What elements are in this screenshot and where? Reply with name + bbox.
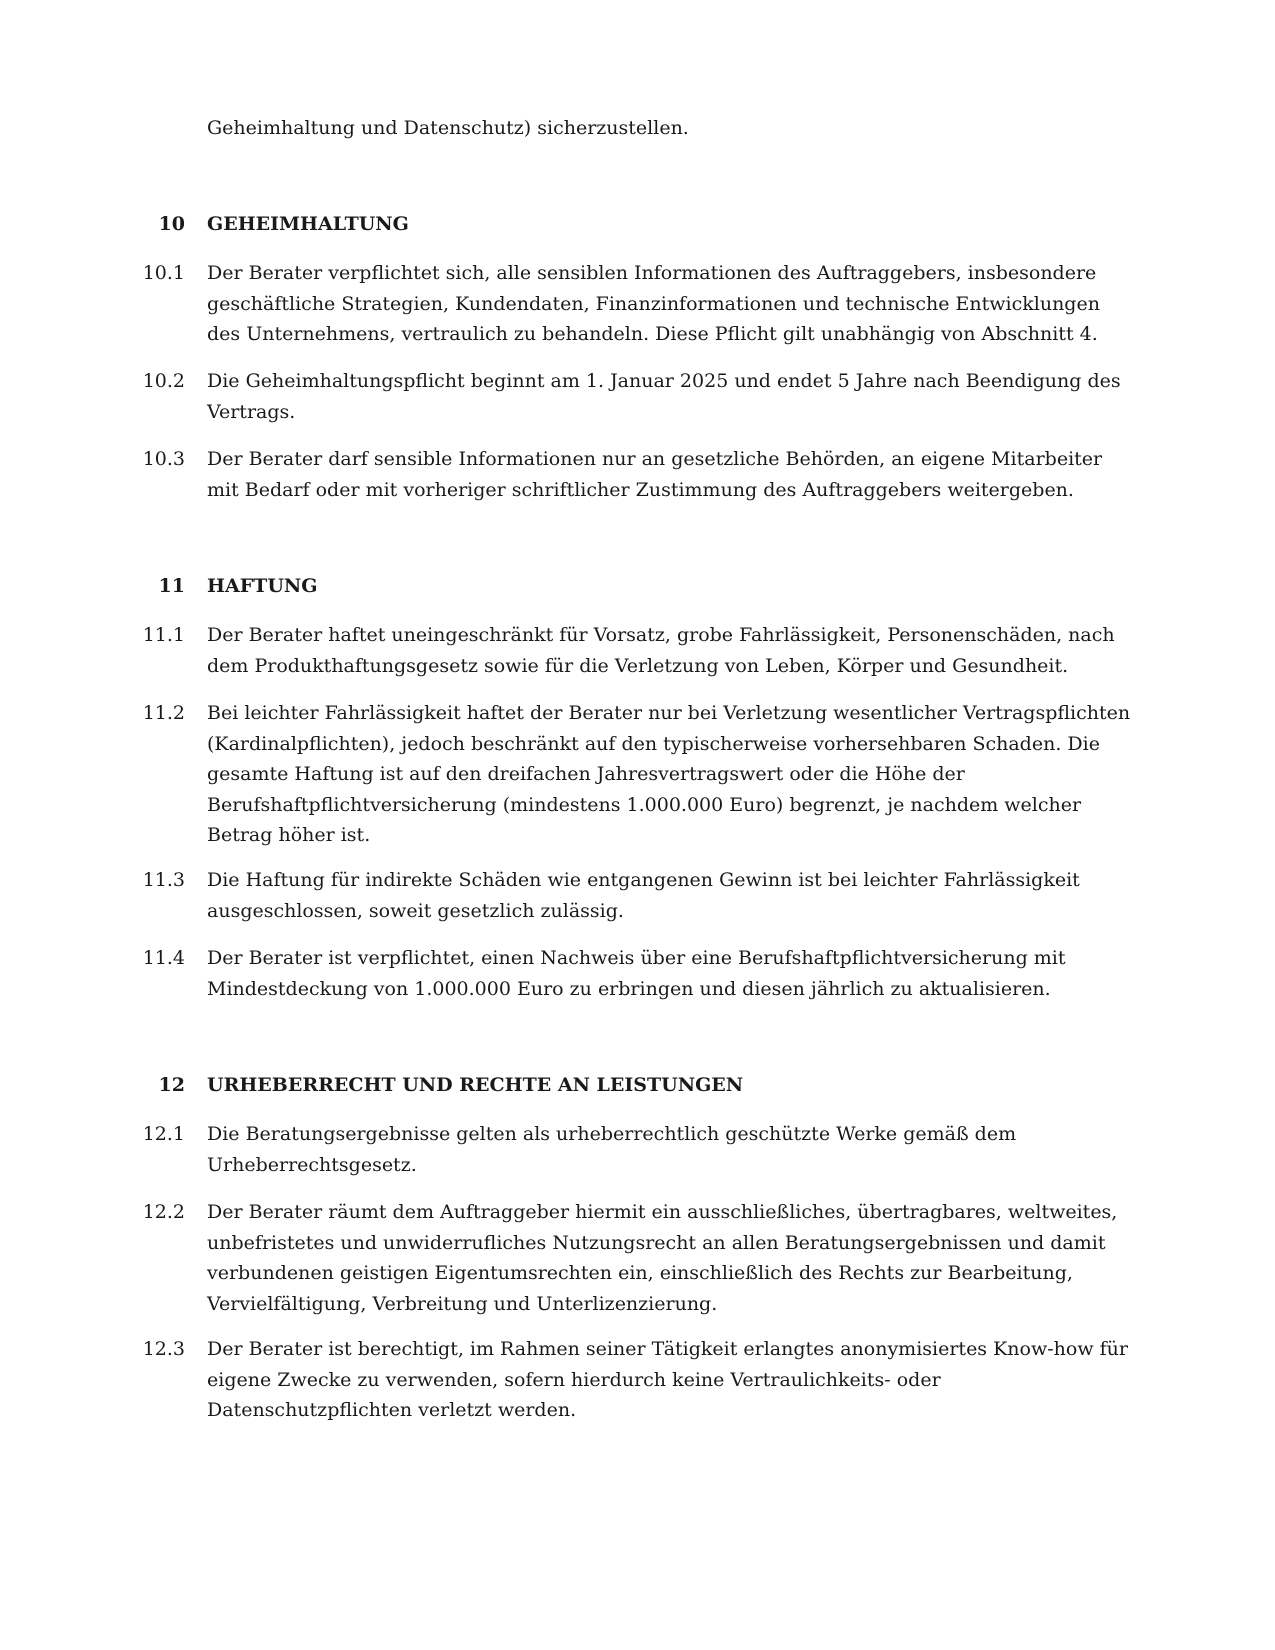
clause-text: Der Berater haftet uneingeschränkt für Vorsatz, grobe Fahrlässigkeit, Personenschäden, nach dem Produkthaftungsgesetz sowie für die Verletzung von Leben, Körper und Gesundheit.	[207, 624, 1115, 677]
section-number: 10	[158, 213, 185, 235]
intro-paragraph: Geheimhaltung und Datenschutz) sicherzustellen.	[207, 117, 689, 139]
section-heading-11	[0, 571, 1275, 601]
clause-number: 12.1	[142, 1123, 185, 1145]
section-number: 11	[158, 575, 185, 597]
clause-text: Die Beratungsergebnisse gelten als urheberrechtlich geschützte Werke gemäß dem Urheberrechtsgesetz.	[207, 1123, 1017, 1176]
clause-number: 11.2	[142, 702, 185, 724]
section-heading-12	[0, 1070, 1275, 1100]
clause-text: Der Berater räumt dem Auftraggeber hiermit ein ausschließliches, übertragbares, weltweites, unbefristetes und unwiderrufliches Nutzungsrecht an allen Beratungsergebnissen und damit verbundenen geistigen Eigentumsrechten ein, einschließlich des Rechts zur Bearbeitung, Vervielfältigung, Verbreitung und Unterlizenzierung.	[207, 1201, 1118, 1315]
clause-text: Die Geheimhaltungspflicht beginnt am 1. Januar 2025 und endet 5 Jahre nach Beendigung des Vertrags.	[207, 370, 1121, 423]
clause-number: 10.2	[142, 370, 185, 392]
clause-number: 10.1	[142, 262, 185, 284]
clause-number: 11.4	[142, 947, 185, 969]
clause-number: 11.1	[142, 624, 185, 646]
clause-number: 12.3	[142, 1338, 185, 1360]
clause-text: Der Berater ist berechtigt, im Rahmen seiner Tätigkeit erlangtes anonymisiertes Know-how für eigene Zwecke zu verwenden, sofern hierdurch keine Vertraulichkeits- oder Datenschutzpflichten verletzt werden.	[207, 1338, 1128, 1421]
clause-text: Der Berater darf sensible Informationen nur an gesetzliche Behörden, an eigene Mitarbeiter mit Bedarf oder mit vorheriger schriftlicher Zustimmung des Auftraggebers weitergeben.	[207, 448, 1103, 501]
clause-number: 12.2	[142, 1201, 185, 1223]
clause-text: Der Berater ist verpflichtet, einen Nachweis über eine Berufshaftpflichtversicherung mit Mindestdeckung von 1.000.000 Euro zu erbringen und diesen jährlich zu aktualisieren.	[207, 947, 1066, 1000]
section-title: HAFTUNG	[207, 575, 318, 597]
section-heading-10	[0, 209, 1275, 239]
section-number: 12	[158, 1074, 185, 1096]
clause-text: Der Berater verpflichtet sich, alle sensiblen Informationen des Auftraggebers, insbesondere geschäftliche Strategien, Kundendaten, Finanzinformationen und technische Entwicklungen des Unternehmens, vertraulich zu behandeln. Diese Pflicht gilt unabhängig von Abschnitt 4.	[207, 262, 1100, 345]
section-title: URHEBERRECHT UND RECHTE AN LEISTUNGEN	[207, 1074, 744, 1096]
clause-text: Bei leichter Fahrlässigkeit haftet der Berater nur bei Verletzung wesentlicher Vertragspflichten (Kardinalpflichten), jedoch beschränkt auf den typischerweise vorhersehbaren Schaden. Die gesamte Haftung ist auf den dreifachen Jahresvertragswert oder die Höhe der Berufshaftpflichtversicherung (mindestens 1.000.000 Euro) begrenzt, je nachdem welcher Betrag höher ist.	[207, 702, 1131, 846]
section-title: GEHEIMHALTUNG	[207, 213, 409, 235]
clause-number: 10.3	[142, 448, 185, 470]
clause-text: Die Haftung für indirekte Schäden wie entgangenen Gewinn ist bei leichter Fahrlässigkeit ausgeschlossen, soweit gesetzlich zulässig.	[207, 869, 1080, 922]
clause-number: 11.3	[142, 869, 185, 891]
